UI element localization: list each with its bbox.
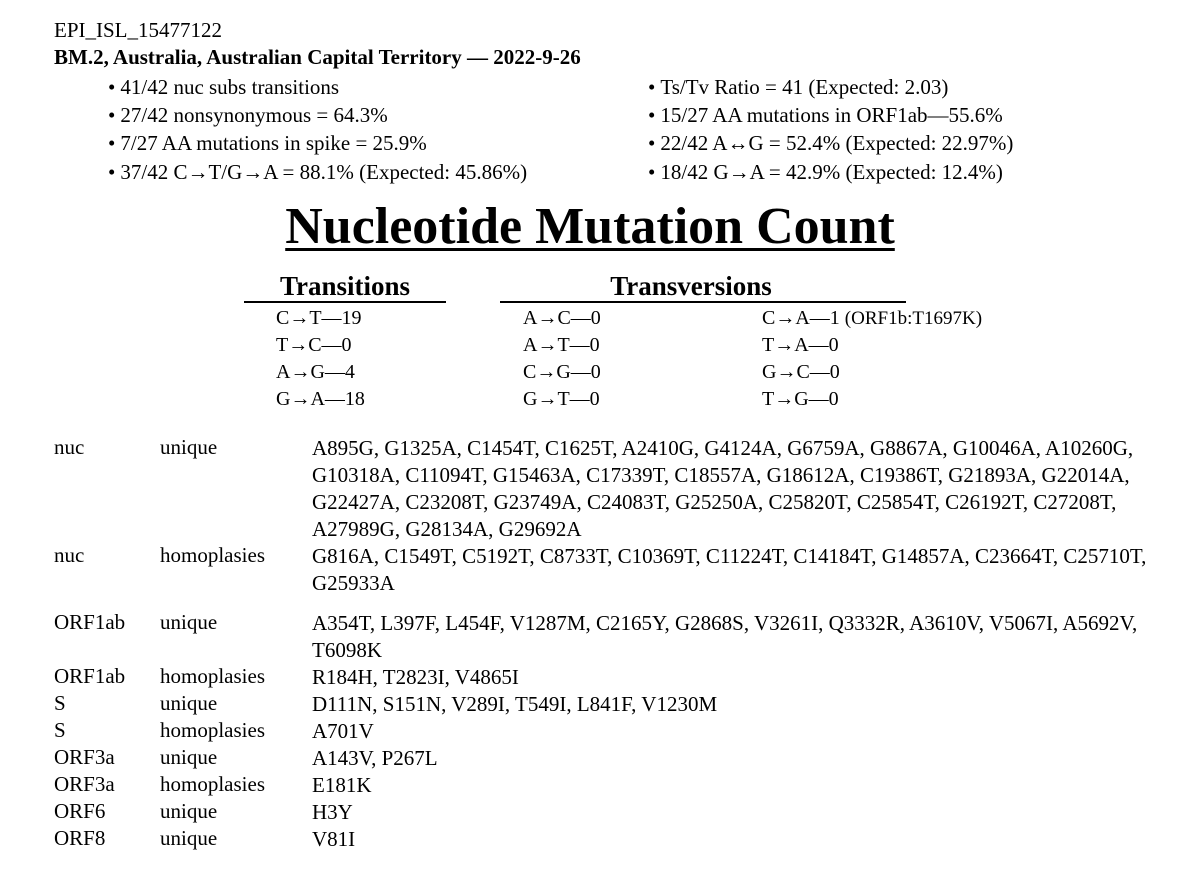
mutation-list: H3Y [312,800,353,824]
mutation-gene: ORF3a [54,772,115,796]
stat-item: • 18/42 G→A = 42.9% (Expected: 12.4%) [648,160,1003,184]
transversion-count: T→G—0 [762,388,839,410]
transversion-count: G→T—0 [523,388,600,410]
stat-item: • 15/27 AA mutations in ORF1ab—55.6% [648,103,1003,127]
transitions-heading: Transitions [279,271,411,301]
mutation-gene: ORF1ab [54,610,126,634]
transversion-count: C→A—1 (ORF1b:T1697K) [762,307,983,329]
transition-count: T→C—0 [276,334,352,356]
transversion-note: (ORF1b:T1697K) [844,308,983,329]
mutation-type: homoplasies [160,543,265,567]
mutation-gene: ORF6 [54,799,106,823]
mutation-list: A701V [312,719,374,743]
mutation-type: unique [160,799,218,823]
mutation-type: unique [160,610,218,634]
mutation-type: homoplasies [160,718,265,742]
transversion-count: G→C—0 [762,361,840,383]
stat-item: • 41/42 nuc subs transitions [108,75,340,99]
mutation-type: unique [160,745,218,769]
transversion-count: T→A—0 [762,334,839,356]
transition-count: C→T—19 [276,307,362,329]
transition-count: A→G—4 [276,361,355,383]
mutation-gene: S [54,718,66,742]
transitions-underline [244,301,446,303]
transversions-underline [500,301,906,303]
mutation-list: A143V, P267L [312,746,438,770]
mutation-type: homoplasies [160,664,265,688]
mutation-type: homoplasies [160,772,265,796]
stat-item: • 22/42 A↔G = 52.4% (Expected: 22.97%) [648,131,1014,155]
page-title: Nucleotide Mutation Count [285,198,895,255]
mutation-type: unique [160,435,218,459]
mutation-type: unique [160,826,218,850]
mutation-gene: nuc [54,543,85,567]
mutation-gene: ORF8 [54,826,106,850]
mutation-list: D111N, S151N, V289I, T549I, L841F, V1230M [312,692,718,716]
mutation-gene: S [54,691,66,715]
stat-item: • Ts/Tv Ratio = 41 (Expected: 2.03) [648,75,949,99]
transition-count: G→A—18 [276,388,365,410]
mutation-type: unique [160,691,218,715]
sample-subtitle: BM.2, Australia, Australian Capital Territory — 2022-9-26 [54,45,581,69]
mutation-gene: ORF3a [54,745,115,769]
mutation-list: A354T, L397F, L454F, V1287M, C2165Y, G2868S, V3261I, Q3332R, A3610V, V5067I, A5692V, T6098K [312,611,1138,662]
stat-item: • 37/42 C→T/G→A = 88.1% (Expected: 45.86%) [108,160,528,184]
transversions-heading: Transversions [610,271,772,301]
stat-item: • 27/42 nonsynonymous = 64.3% [108,103,388,127]
transversion-count: A→C—0 [523,307,601,329]
stat-item: • 7/27 AA mutations in spike = 25.9% [108,131,427,155]
transversion-count: A→T—0 [523,334,600,356]
transversion-count: C→G—0 [523,361,601,383]
mutation-gene: nuc [54,435,85,459]
mutation-list: G816A, C1549T, C5192T, C8733T, C10369T, C11224T, C14184T, G14857A, C23664T, C25710T, G25933A [312,544,1147,595]
mutation-gene: ORF1ab [54,664,126,688]
mutation-list: A895G, G1325A, C1454T, C1625T, A2410G, G4124A, G6759A, G8867A, G10046A, A10260G, G10318A, C11094T, G15463A, C17339T, C18557A, G18612A, C19386T, G21893A, G22014A, G22427A, C23208T, G23749A, C24083T, G25250A, C25820T, C25854T, C26192T, C27208T, A27989G, G28134A, G29692A [312,436,1134,541]
mutation-list: V81I [312,827,356,851]
mutation-list: R184H, T2823I, V4865I [312,665,519,689]
mutation-list: E181K [312,773,372,797]
accession-id: EPI_ISL_15477122 [54,18,222,42]
